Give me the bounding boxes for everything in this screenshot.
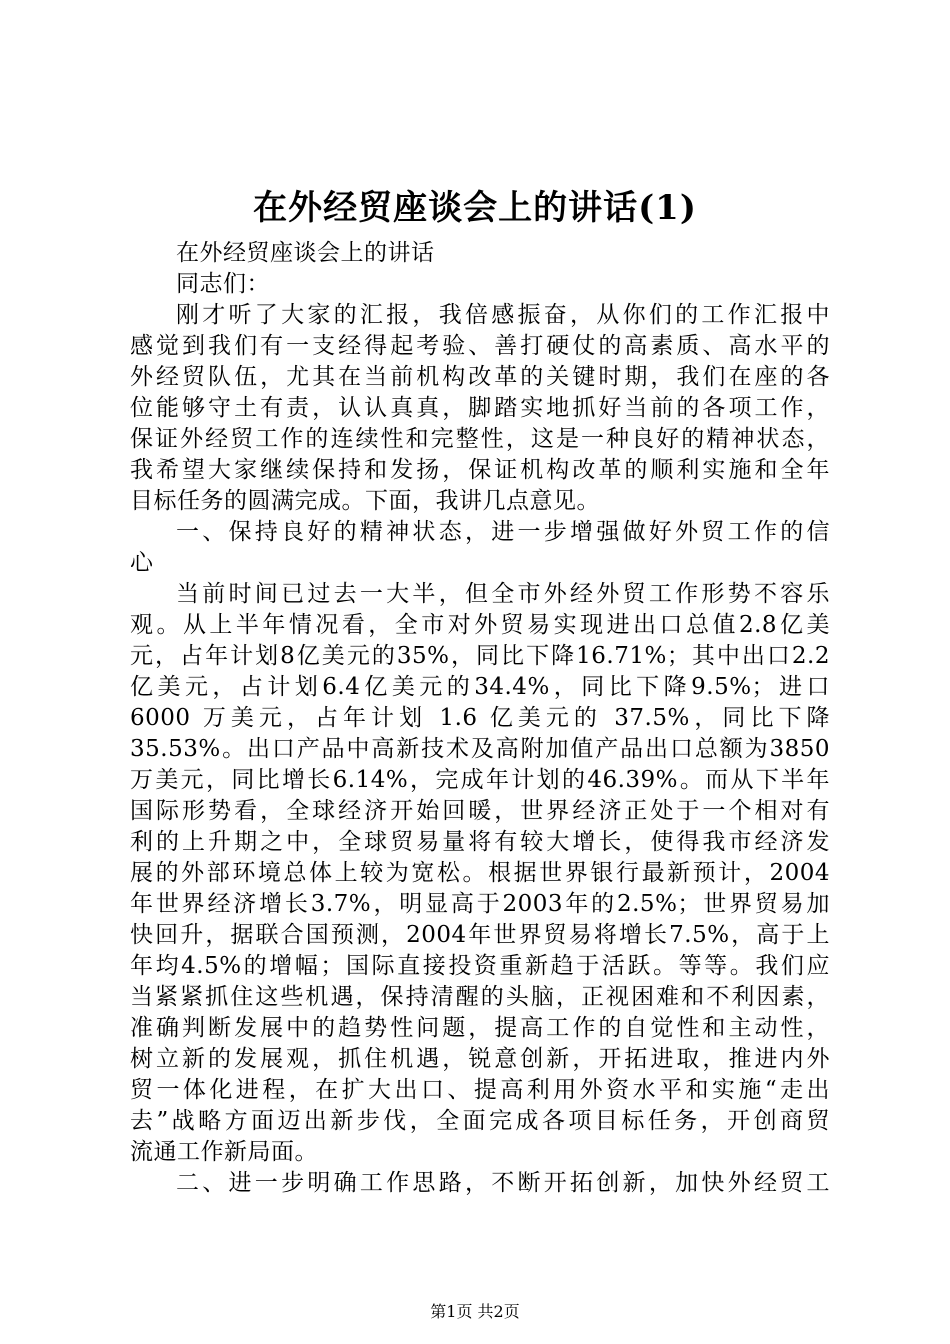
paragraph-line: 观。从上半年情况看，全市对外贸易实现进出口总值2.8亿美: [130, 612, 830, 638]
paragraph-line: 准确判断发展中的趋势性问题，提高工作的自觉性和主动性，: [130, 1015, 830, 1041]
paragraph-line: 感觉到我们有一支经得起考验、善打硬仗的高素质、高水平的: [130, 333, 830, 359]
paragraph-line: 我希望大家继续保持和发扬，保证机构改革的顺利实施和全年: [130, 457, 830, 483]
paragraph-line: 亿美元，占计划6.4亿美元的34.4%，同比下降9.5%；进口: [130, 674, 830, 700]
paragraph-line: 位能够守土有责，认认真真，脚踏实地抓好当前的各项工作，: [130, 395, 830, 421]
salutation-line: 同志们：: [176, 271, 270, 297]
section-heading-line: 心: [130, 550, 154, 576]
section-heading-line: 二、进一步明确工作思路，不断开拓创新，加快外经贸工: [176, 1170, 830, 1196]
paragraph-line: 年均4.5%的增幅；国际直接投资重新趋于活跃。等等。我们应: [130, 953, 830, 979]
paragraph-line: 年世界经济增长3.7%，明显高于2003年的2.5%；世界贸易加: [130, 891, 830, 917]
paragraph-line: 国际形势看，全球经济开始回暖，世界经济正处于一个相对有: [130, 798, 830, 824]
paragraph-line: 目标任务的圆满完成。下面，我讲几点意见。: [130, 488, 600, 514]
document-title: 在外经贸座谈会上的讲话(1): [253, 188, 697, 228]
paragraph-line: 展的外部环境总体上较为宽松。根据世界银行最新预计，2004: [130, 860, 830, 886]
paragraph-line: 去”战略方面迈出新步伐，全面完成各项目标任务，开创商贸: [130, 1108, 830, 1134]
section-heading-line: 一、保持良好的精神状态，进一步增强做好外贸工作的信: [176, 519, 830, 545]
paragraph-line: 外经贸队伍，尤其在当前机构改革的关键时期，我们在座的各: [130, 364, 830, 390]
paragraph-line: 树立新的发展观，抓住机遇，锐意创新，开拓进取，推进内外: [130, 1046, 830, 1072]
page-number: 第1页 共2页: [430, 1302, 520, 1321]
paragraph-line: 35.53%。出口产品中高新技术及高附加值产品出口总额为3850: [130, 736, 830, 762]
paragraph-line: 利的上升期之中，全球贸易量将有较大增长，使得我市经济发: [130, 829, 830, 855]
paragraph-line: 保证外经贸工作的连续性和完整性，这是一种良好的精神状态，: [130, 426, 830, 452]
paragraph-line: 刚才听了大家的汇报，我倍感振奋，从你们的工作汇报中: [176, 302, 830, 328]
paragraph-line: 流通工作新局面。: [130, 1139, 318, 1165]
paragraph-line: 快回升，据联合国预测，2004年世界贸易将增长7.5%，高于上: [130, 922, 830, 948]
speech-heading-line: 在外经贸座谈会上的讲话: [176, 240, 435, 266]
paragraph-line: 万美元，同比增长6.14%，完成年计划的46.39%。而从下半年: [130, 767, 830, 793]
paragraph-line: 贸一体化进程，在扩大出口、提高利用外资水平和实施“走出: [130, 1077, 830, 1103]
paragraph-line: 当前时间已过去一大半，但全市外经外贸工作形势不容乐: [176, 581, 830, 607]
document-body: [130, 238, 830, 1199]
paragraph-line: 元，占年计划8亿美元的35%，同比下降16.71%；其中出口2.2: [130, 643, 830, 669]
paragraph-line: 6000 万美元，占年计划 1.6 亿美元的 37.5%，同比下降: [130, 705, 830, 731]
paragraph-line: 当紧紧抓住这些机遇，保持清醒的头脑，正视困难和不利因素，: [130, 984, 830, 1010]
